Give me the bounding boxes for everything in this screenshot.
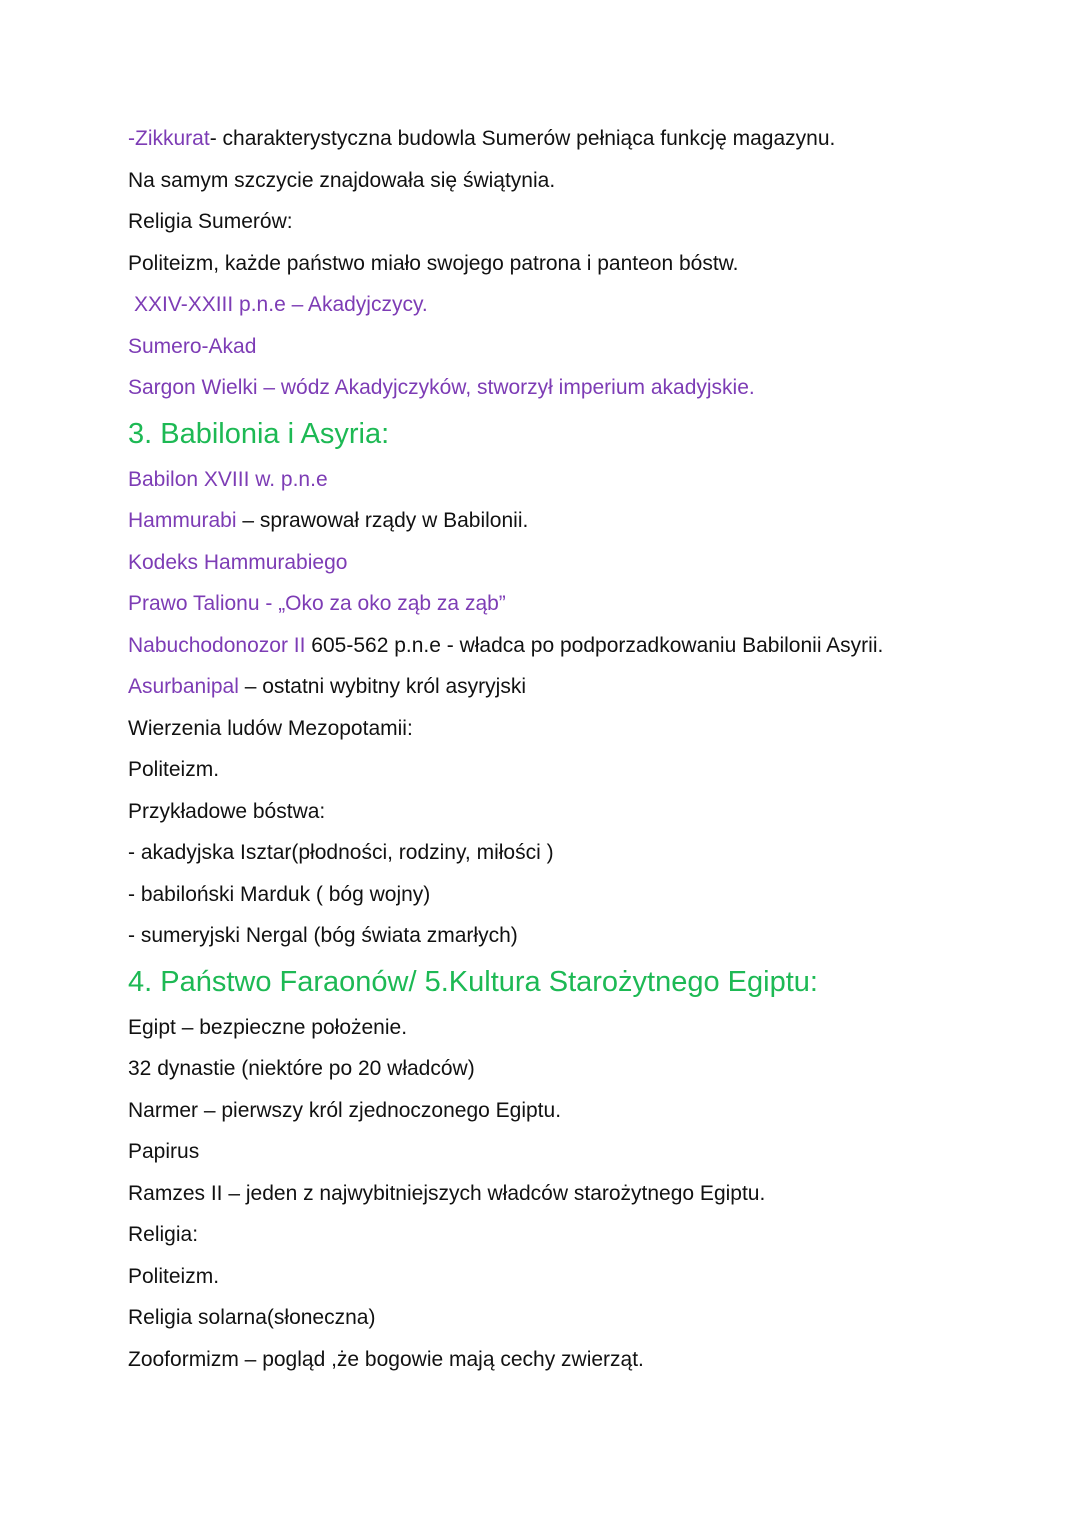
- deity-marduk-item: - babiloński Marduk ( bóg wojny): [128, 882, 431, 906]
- talion-law-line: Prawo Talionu - „Oko za oko ząb za ząb”: [128, 592, 506, 615]
- babylon-date-line: Babilon XVIII w. p.n.e: [128, 467, 328, 491]
- sumerian-religion-label: Religia Sumerów:: [128, 210, 293, 233]
- egypt-location-line: Egipt – bezpieczne położenie.: [128, 1015, 408, 1039]
- term-zikkurat: -Zikkurat: [128, 127, 210, 150]
- hammurabi-code-line: Kodeks Hammurabiego: [128, 550, 348, 574]
- sargon-line: Sargon Wielki – wódz Akadyjczyków, stworzył imperium akadyjskie.: [128, 376, 755, 399]
- nebuchadnezzar-line: [128, 625, 1028, 667]
- nebuchadnezzar-definition: 605-562 p.n.e - władca po podporzadkowaniu Babilonii Asyrii.: [305, 633, 884, 657]
- hammurabi-definition: – sprawował rządy w Babilonii.: [236, 509, 529, 532]
- zikkurat-definition: - charakterystyczna budowla Sumerów pełniąca funkcję magazynu.: [209, 127, 836, 150]
- term-hammurabi: Hammurabi: [128, 509, 237, 532]
- heading-babylonia-assyria: 3. Babilonia i Asyria:: [128, 417, 390, 450]
- term-nebuchadnezzar: Nabuchodonozor II: [128, 633, 306, 657]
- zooformism-line: Zooformizm – pogląd ,że bogowie mają cechy zwierząt.: [128, 1347, 644, 1371]
- sumero-akad-line: Sumero-Akad: [128, 334, 257, 358]
- solar-religion-line: Religia solarna(słoneczna): [128, 1306, 376, 1329]
- polytheism-sumer-line: Politeizm, każde państwo miało swojego patrona i panteon bóstw.: [128, 251, 739, 275]
- polytheism-mesopotamia-line: Politeizm.: [128, 758, 220, 781]
- document-content: [128, 118, 1028, 1380]
- narmer-line: Narmer – pierwszy król zjednoczonego Egiptu.: [128, 1098, 562, 1122]
- egypt-religion-label: Religia:: [128, 1223, 199, 1246]
- deity-nergal-item: - sumeryjski Nergal (bóg świata zmarłych): [128, 924, 518, 947]
- ashurbanipal-line: [128, 666, 1028, 708]
- example-deities-label: Przykładowe bóstwa:: [128, 799, 326, 823]
- akkadians-dates-line: XXIV-XXIII p.n.e – Akadyjczycy.: [134, 293, 428, 316]
- papyrus-line: Papirus: [128, 1140, 200, 1163]
- ashurbanipal-definition: – ostatni wybitny król asyryjski: [238, 675, 526, 698]
- term-ashurbanipal: Asurbanipal: [128, 675, 239, 698]
- polytheism-egypt-line: Politeizm.: [128, 1264, 220, 1288]
- hammurabi-line: [128, 500, 1028, 542]
- deity-ishtar-item: - akadyjska Isztar(płodności, rodziny, miłości ): [128, 841, 554, 864]
- zikkurat-line: [128, 118, 1028, 160]
- ramesses-line: Ramzes II – jeden z najwybitniejszych władców starożytnego Egiptu.: [128, 1181, 766, 1205]
- dynasties-line: 32 dynastie (niektóre po 20 władców): [128, 1057, 475, 1080]
- mesopotamia-beliefs-label: Wierzenia ludów Mezopotamii:: [128, 716, 413, 740]
- temple-line: Na samym szczycie znajdowała się świątynia.: [128, 168, 556, 192]
- heading-pharaohs-egypt: 4. Państwo Faraonów/ 5.Kultura Starożytnego Egiptu:: [128, 965, 818, 998]
